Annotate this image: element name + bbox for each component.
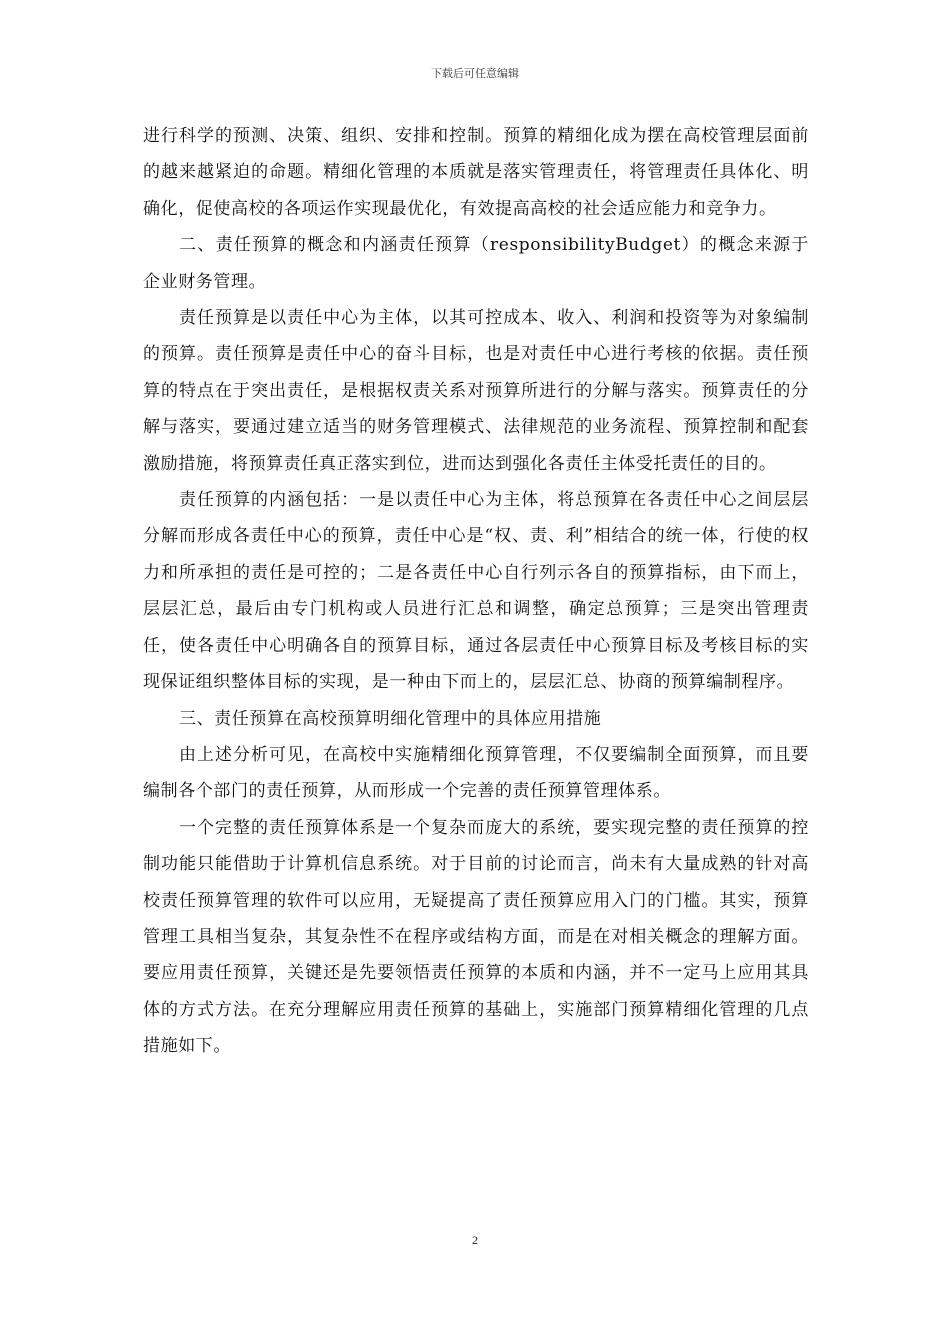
paragraph-7: 一个完整的责任预算体系是一个复杂而庞大的系统，要实现完整的责任预算的控制功能只能借助于计算机信息系统。对于目前的讨论而言，尚未有大量成熟的针对高校责任预算管理的软件可以应用，无疑提高了责任预算应用入门的门槛。其实，预算管理工具相当复杂，其复杂性不在程序或结构方面，而是在对相关概念的理解方面。要应用责任预算，关键还是先要领悟责任预算的本质和内涵，并不一定马上应用其具体的方式方法。在充分理解应用责任预算的基础上，实施部门预算精细化管理的几点措施如下。 [143, 817, 809, 1057]
paragraph-5-section-heading: 三、责任预算在高校预算明细化管理中的具体应用措施 [179, 708, 602, 729]
paragraph-3: 责任预算是以责任中心为主体，以其可控成本、收入、利润和投资等为对象编制的预算。责任预算是责任中心的奋斗目标，也是对责任中心进行考核的依据。责任预算的特点在于突出责任，是根据权责关系对预算所进行的分解与落实。预算责任的分解与落实，要通过建立适当的财务管理模式、法律规范的业务流程、预算控制和配套激励措施，将预算责任真正落实到位，进而达到强化各责任主体受托责任的目的。 [143, 308, 809, 474]
paragraph-4: 责任预算的内涵包括：一是以责任中心为主体，将总预算在各责任中心之间层层分解而形成各责任中心的预算，责任中心是“权、责、利”相结合的统一体，行使的权力和所承担的责任是可控的；二是各责任中心自行列示各自的预算指标，由下而上，层层汇总，最后由专门机构或人员进行汇总和调整，确定总预算；三是突出管理责任，使各责任中心明确各自的预算目标，通过各层责任中心预算目标及考核目标的实现保证组织整体目标的实现，是一种由下而上的，层层汇总、协商的预算编制程序。 [143, 490, 809, 693]
paragraph-1: 进行科学的预测、决策、组织、安排和控制。预算的精细化成为摆在高校管理层面前的越来越紧迫的命题。精细化管理的本质就是落实管理责任，将管理责任具体化、明确化，促使高校的各项运作实现最优化，有效提高高校的社会适应能力和竞争力。 [143, 126, 809, 219]
paragraph-6: 由上述分析可见，在高校中实施精细化预算管理，不仅要编制全面预算，而且要编制各个部门的责任预算，从而形成一个完善的责任预算管理体系。 [143, 744, 809, 802]
page-header: 下载后可任意编辑 [431, 67, 519, 80]
page-number: 2 [472, 1233, 478, 1247]
document-body [143, 118, 809, 1065]
paragraph-2-section-heading: 二、责任预算的概念和内涵责任预算（responsibilityBudget）的概念来源于企业财务管理。 [143, 235, 809, 292]
